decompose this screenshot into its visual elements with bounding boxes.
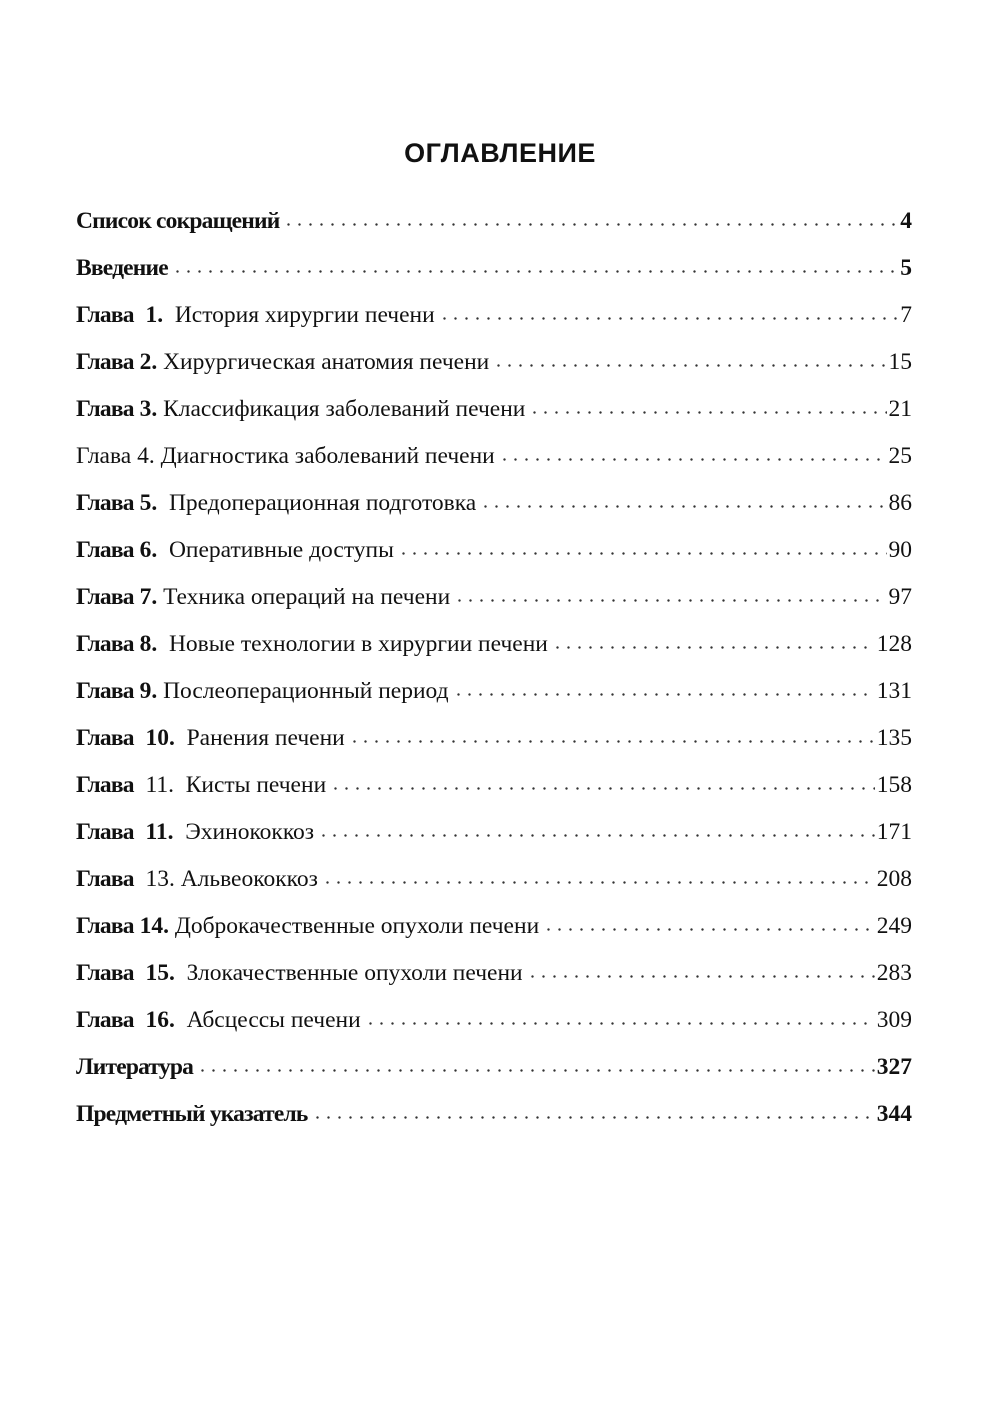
chapter-number: 1. <box>145 302 164 328</box>
page-title: ОГЛАВЛЕНИЕ <box>404 138 596 168</box>
entry-title: Послеоперационный период <box>163 678 449 704</box>
dot-leader <box>499 458 887 461</box>
toc-entry <box>76 678 912 725</box>
entry-label <box>76 866 318 893</box>
entry-title: Классификация заболеваний печени <box>163 396 526 422</box>
chapter-number: 13. <box>145 866 175 892</box>
page-number: 21 <box>888 396 912 422</box>
dot-leader <box>493 364 886 367</box>
entry-label <box>76 302 435 329</box>
dot-leader <box>552 646 875 649</box>
chapter-number: 14. <box>139 913 169 939</box>
dot-leader <box>312 1116 875 1119</box>
chapter-number: 2. <box>139 349 158 375</box>
entry-label <box>76 396 525 423</box>
dot-leader <box>172 270 898 273</box>
entry-title: Эхинококкоз <box>185 819 315 845</box>
entry-label <box>76 255 168 282</box>
entry-label <box>76 772 326 799</box>
entry-title: Литература <box>76 1054 194 1080</box>
dot-leader <box>322 881 875 884</box>
entry-label <box>76 208 279 235</box>
entry-label <box>76 1007 361 1034</box>
chapter-word: Глава <box>76 349 134 375</box>
toc-entry <box>76 772 912 819</box>
chapter-word: Глава <box>76 1007 134 1033</box>
page-number: 208 <box>876 866 912 892</box>
dot-leader <box>318 834 875 837</box>
dot-leader <box>543 928 875 931</box>
toc-entry <box>76 584 912 631</box>
dot-leader <box>454 599 886 602</box>
toc-entry <box>76 302 912 349</box>
chapter-word: Глава <box>76 631 134 657</box>
page-number: 344 <box>876 1101 912 1127</box>
entry-label <box>76 1054 193 1081</box>
entry-title: Техника операций на печени <box>163 584 451 610</box>
chapter-number: 9. <box>139 678 158 704</box>
dot-leader <box>480 505 886 508</box>
page-number: 327 <box>876 1054 912 1080</box>
entry-title: Предоперационная подготовка <box>168 490 477 516</box>
dot-leader <box>439 317 899 320</box>
chapter-number: 3. <box>139 396 158 422</box>
chapter-number: 11. <box>145 772 174 798</box>
entry-title: Список сокращений <box>76 208 280 234</box>
page-number: 158 <box>876 772 912 798</box>
entry-title: Ранения печени <box>186 725 345 751</box>
entry-label <box>76 631 548 658</box>
page-number: 131 <box>876 678 912 704</box>
entry-label <box>76 1101 308 1128</box>
page-number: 5 <box>900 255 912 281</box>
page-number: 97 <box>888 584 912 610</box>
chapter-word: Глава <box>76 819 134 845</box>
toc-entry <box>76 1007 912 1054</box>
entry-title: Доброкачественные опухоли печени <box>174 913 540 939</box>
toc-entry <box>76 960 912 1007</box>
dot-leader <box>197 1069 875 1072</box>
chapter-number: 4. <box>137 443 155 469</box>
toc-entry <box>76 913 912 960</box>
dot-leader <box>365 1022 875 1025</box>
page-number: 25 <box>888 443 912 469</box>
toc-entry <box>76 490 912 537</box>
page-number: 135 <box>876 725 912 751</box>
chapter-word: Глава <box>76 490 134 516</box>
chapter-number: 6. <box>139 537 158 563</box>
entry-title: Предметный указатель <box>76 1101 308 1127</box>
chapter-number: 15. <box>145 960 175 986</box>
entry-title: Диагностика заболеваний печени <box>160 443 495 469</box>
chapter-word: Глава <box>76 772 134 798</box>
page-number: 128 <box>876 631 912 657</box>
entry-label <box>76 490 476 517</box>
toc-entry <box>76 631 912 678</box>
entry-title: Введение <box>76 255 168 281</box>
entry-label <box>76 443 495 470</box>
page-number: 171 <box>876 819 912 845</box>
page-number: 15 <box>888 349 912 375</box>
toc-entry <box>76 255 912 302</box>
chapter-word: Глава <box>76 443 132 469</box>
entry-title: Абсцессы печени <box>186 1007 361 1033</box>
entry-title: История хирургии печени <box>174 302 435 328</box>
entry-label <box>76 960 523 987</box>
entry-label <box>76 725 345 752</box>
toc-entry <box>76 443 912 490</box>
toc-entry <box>76 537 912 584</box>
toc-entry <box>76 1101 912 1148</box>
chapter-word: Глава <box>76 866 134 892</box>
entry-label <box>76 819 314 846</box>
dot-leader <box>283 223 898 226</box>
entry-title: Злокачественные опухоли печени <box>186 960 523 986</box>
toc-entry <box>76 208 912 255</box>
page-number: 86 <box>888 490 912 516</box>
chapter-word: Глава <box>76 913 134 939</box>
dot-leader <box>453 693 875 696</box>
page-number: 249 <box>876 913 912 939</box>
page-number: 4 <box>900 208 912 234</box>
chapter-word: Глава <box>76 302 134 328</box>
toc-entry <box>76 349 912 396</box>
chapter-word: Глава <box>76 537 134 563</box>
page-number: 7 <box>900 302 912 328</box>
dot-leader <box>330 787 875 790</box>
entry-label <box>76 584 450 611</box>
dot-leader <box>529 411 886 414</box>
chapter-number: 8. <box>139 631 158 657</box>
toc-list <box>76 208 912 1148</box>
dot-leader <box>527 975 875 978</box>
chapter-word: Глава <box>76 678 134 704</box>
page-number: 309 <box>876 1007 912 1033</box>
toc-entry <box>76 396 912 443</box>
page-number: 283 <box>876 960 912 986</box>
toc-entry <box>76 1054 912 1101</box>
dot-leader <box>349 740 875 743</box>
entry-title: Новые технологии в хирургии печени <box>168 631 548 657</box>
chapter-number: 5. <box>139 490 158 516</box>
toc-entry <box>76 725 912 772</box>
chapter-word: Глава <box>76 725 134 751</box>
chapter-number: 11. <box>145 819 174 845</box>
entry-title: Хирургическая анатомия печени <box>163 349 490 375</box>
entry-label <box>76 913 539 940</box>
dot-leader <box>398 552 887 555</box>
entry-label <box>76 678 449 705</box>
entry-label <box>76 349 489 376</box>
entry-title: Альвеококкоз <box>180 866 318 892</box>
page-number: 90 <box>888 537 912 563</box>
toc-entry <box>76 819 912 866</box>
entry-title: Кисты печени <box>185 772 327 798</box>
chapter-number: 7. <box>139 584 158 610</box>
entry-title: Оперативные доступы <box>168 537 394 563</box>
chapter-number: 10. <box>145 725 175 751</box>
chapter-word: Глава <box>76 396 134 422</box>
chapter-number: 16. <box>145 1007 175 1033</box>
chapter-word: Глава <box>76 584 134 610</box>
toc-entry <box>76 866 912 913</box>
chapter-word: Глава <box>76 960 134 986</box>
entry-label <box>76 537 394 564</box>
